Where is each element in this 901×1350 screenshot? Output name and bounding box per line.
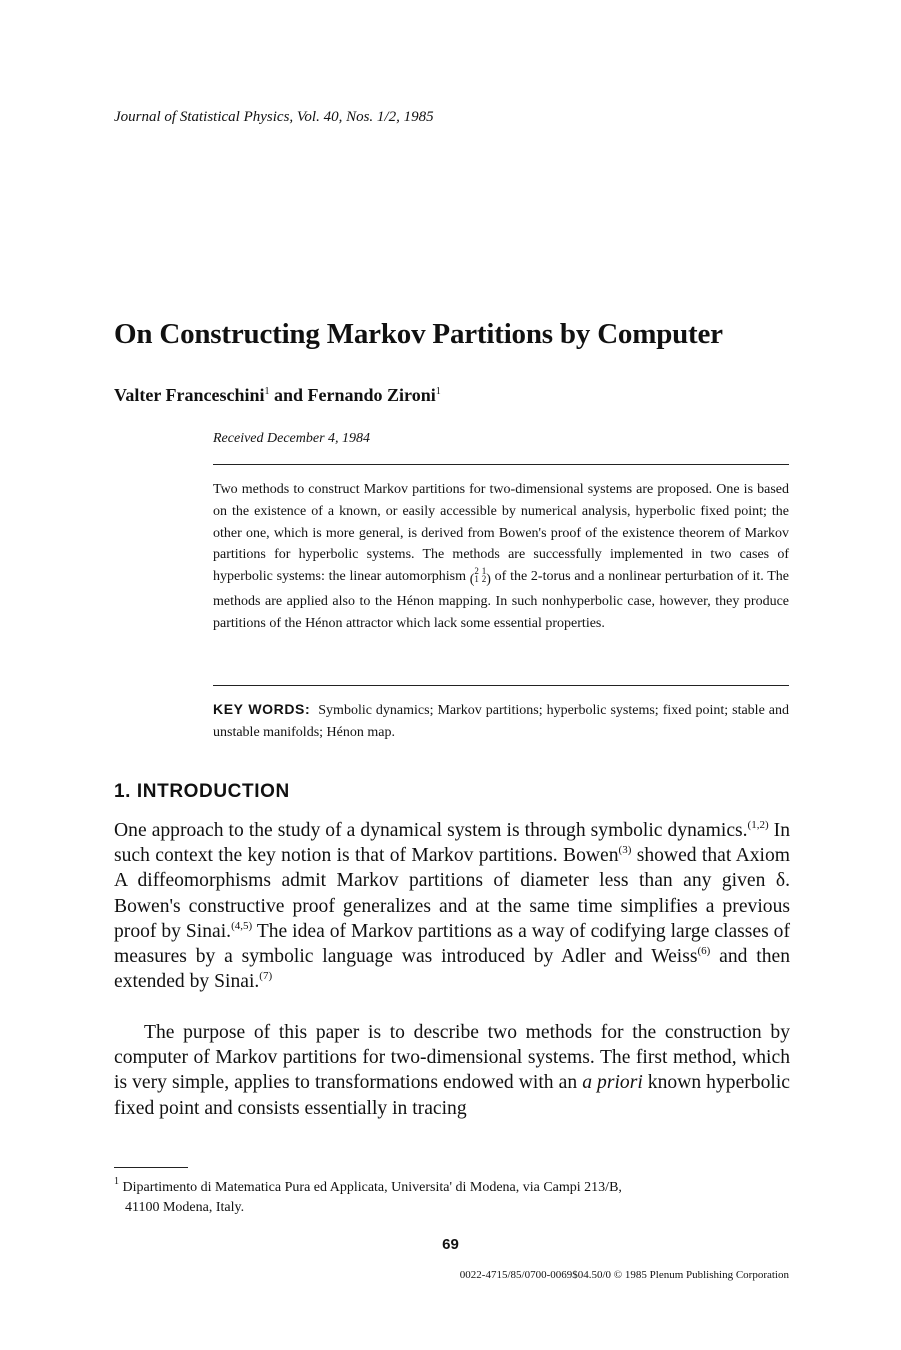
intro-paragraph-2: The purpose of this paper is to describe two methods for the construction by computer of Markov partitions for two-dimensional systems. The first method, which is very simple, applies to transformations endowed with an a priori known hyperbolic fixed point and consists essentially in tracing (114, 1022, 790, 1119)
keywords (213, 699, 789, 744)
abstract-text: of the 2-torus and a nonlinear perturbation of it. The methods are applied also to the Hénon mapping. In such nonhyperbolic case, however, they produce partitions of the Hénon attractor which lack some essential properties. (213, 569, 790, 631)
matrix (470, 567, 491, 591)
journal-citation: Journal of Statistical Physics, Vol. 40, Nos. 1/2, 1985 (114, 109, 434, 125)
paper-title: On Constructing Markov Partitions by Computer (114, 318, 723, 350)
citation: (1,2) (747, 819, 769, 831)
received-date: Received December 4, 1984 (213, 431, 371, 446)
citation: (7) (259, 970, 273, 983)
affiliation-mark: 1 (435, 386, 441, 397)
keywords-text: Symbolic dynamics; Markov partitions; hyperbolic systems; fixed point; stable and unstable manifolds; Hénon map. (213, 703, 790, 740)
citation: (3) (618, 844, 632, 857)
copyright-line: 0022-4715/85/0700-0069$04.50/0 © 1985 Plenum Publishing Corporation (459, 1269, 789, 1281)
footnote-rule (114, 1167, 188, 1168)
abstract-top-rule (213, 464, 789, 465)
keywords-label: KEY WORDS: (213, 701, 311, 717)
citation: (4,5) (231, 919, 253, 932)
author-name: Fernando Zironi (307, 385, 436, 405)
author-conjunction: and (269, 385, 308, 405)
footnote-mark: 1 (114, 1176, 119, 1187)
affiliation-mark: 1 (264, 386, 270, 397)
intro-paragraph-1: One approach to the study of a dynamical system is through symbolic dynamics.$^{(1,2)}$ In such context the key notion is that of Markov partitions. Bowen$^{(3)}$ showed that Axiom A diffeomorphisms admit Markov partitions of diameter less than any given δ. Bowen's constructive proof generalizes and at the same time simplifies a previous proof by Sinai.$^{(4,5)}$ The idea of Markov partitions as a way of codifying large classes of measures by a symbolic language was introduced by Adler and Weiss$^{(6)}$ and then extended by Sinai.$^{(7)}$ (114, 819, 790, 993)
matrix-paren: ) (486, 572, 491, 588)
section-heading: 1. INTRODUCTION (114, 781, 290, 802)
matrix-column: 1 2 (481, 566, 487, 585)
abstract-text: Two methods to construct Markov partitions for two-dimensional systems are proposed. One is based on the existence of a known, or easily accessible by numerical analysis, hyperbolic fixed point; the other one, which is more general, is derived from Bowen's proof of the existence theorem of Markov partitions for hyperbolic systems. The methods are successfully implemented in two cases of hyperbolic systems: the linear automorphism (213, 482, 789, 585)
footnote: $^1$ Dipartimento di Matematica Pura ed Applicata, Universita' di Modena, via Campi 213/B, 41100 Modena, Italy. (114, 1176, 622, 1215)
citation: (6) (697, 945, 711, 958)
author-name: Valter Franceschini (114, 385, 265, 405)
author-line (114, 385, 441, 406)
matrix-paren: ( (469, 572, 475, 588)
abstract-bottom-rule (213, 685, 789, 686)
matrix-column: 2 1 (474, 566, 479, 585)
abstract (213, 479, 789, 635)
page-number: 69 (442, 1236, 459, 1253)
italic-phrase: a priori (582, 1072, 643, 1094)
